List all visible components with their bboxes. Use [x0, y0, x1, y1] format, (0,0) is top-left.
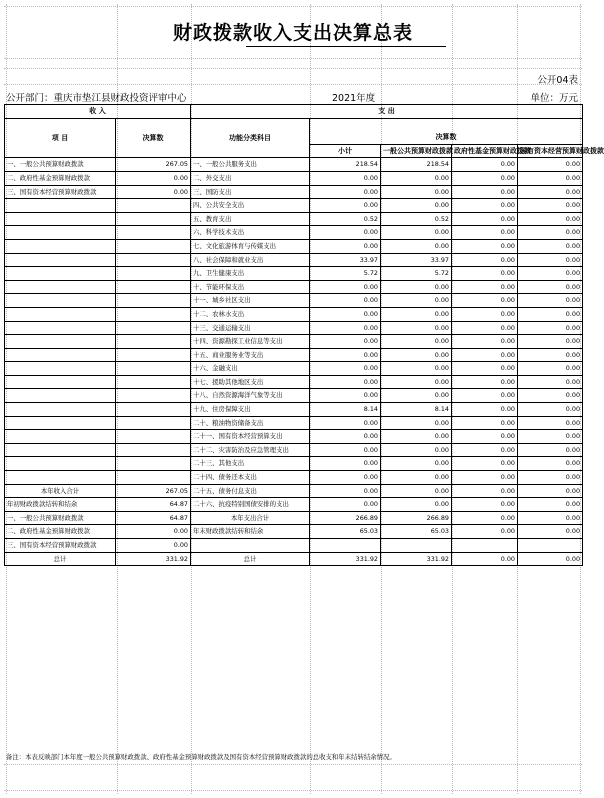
right-item-cell: [191, 539, 310, 553]
gov-fund-cell: 0.00: [452, 321, 518, 335]
state-capital-cell: 0.00: [518, 158, 583, 172]
gov-fund-cell: 0.00: [452, 362, 518, 376]
gov-fund-cell: 0.00: [452, 389, 518, 403]
table-row: [5, 253, 583, 267]
right-item-cell: 十、节能环保支出: [191, 280, 310, 294]
left-item-cell: [5, 294, 116, 308]
left-amount-cell: [116, 403, 191, 417]
sheet-gridline: [4, 764, 582, 765]
general-budget-cell: 65.03: [381, 525, 452, 539]
right-item-cell: 年末财政拨款结转和结余: [191, 525, 310, 539]
state-capital-cell: 0.00: [518, 280, 583, 294]
general-budget-cell: 0.00: [381, 484, 452, 498]
state-capital-cell: 0.00: [518, 199, 583, 213]
form-code: 公开04表: [537, 75, 578, 86]
left-item-cell: [5, 348, 116, 362]
gov-fund-cell: 0.00: [452, 335, 518, 349]
state-capital-cell: 0.00: [518, 416, 583, 430]
right-item-cell: 七、文化旅游体育与传媒支出: [191, 239, 310, 253]
gov-fund-cell: 0.00: [452, 239, 518, 253]
left-amount-cell: 0.00: [116, 185, 191, 199]
left-amount-cell: [116, 294, 191, 308]
subtotal-cell: 0.00: [310, 294, 381, 308]
left-item-cell: [5, 335, 116, 349]
department-label: 公开部门：重庆市垫江县财政投资评审中心: [6, 93, 187, 104]
report-title: 财政拨款收入支出决算总表: [172, 22, 413, 44]
table-row: [5, 457, 583, 471]
left-item-cell: 二、政府性基金预算财政拨款: [5, 525, 116, 539]
sheet-gridline: [4, 68, 582, 69]
table-row: [5, 416, 583, 430]
right-item-cell: 一、一般公共服务支出: [191, 158, 310, 172]
table-row: [5, 511, 583, 525]
state-capital-header: 国有资本经营预算财政拨款: [518, 144, 583, 158]
table-row: [5, 212, 583, 226]
left-amount-cell: [116, 212, 191, 226]
state-capital-cell: 0.00: [518, 430, 583, 444]
general-budget-cell: 0.00: [381, 362, 452, 376]
general-budget-cell: 5.72: [381, 267, 452, 281]
general-budget-cell: 0.00: [381, 443, 452, 457]
left-item-cell: [5, 457, 116, 471]
left-item-cell: 一、一般公共预算财政拨款: [5, 511, 116, 525]
left-item-cell: 年初财政拨款结转和结余: [5, 498, 116, 512]
subtotal-cell: 0.00: [310, 484, 381, 498]
left-item-cell: [5, 389, 116, 403]
left-amount-cell: [116, 457, 191, 471]
table-row: [5, 375, 583, 389]
table-row: [5, 267, 583, 281]
gov-fund-cell: 0.00: [452, 416, 518, 430]
gov-fund-cell: 0.00: [452, 471, 518, 485]
expense-header: 支 出: [191, 105, 583, 119]
general-budget-cell: 0.52: [381, 212, 452, 226]
state-capital-cell: 0.00: [518, 307, 583, 321]
left-item-cell: [5, 267, 116, 281]
left-amount-cell: [116, 362, 191, 376]
state-capital-cell: 0.00: [518, 239, 583, 253]
right-item-cell: 十七、援助其他地区支出: [191, 375, 310, 389]
general-budget-cell: 8.14: [381, 403, 452, 417]
left-item-cell: [5, 199, 116, 213]
gov-fund-cell: 0.00: [452, 403, 518, 417]
table-body: [5, 158, 583, 566]
general-budget-cell: 0.00: [381, 375, 452, 389]
subtotal-cell: 0.00: [310, 362, 381, 376]
left-item-cell: [5, 362, 116, 376]
general-budget-cell: 0.00: [381, 239, 452, 253]
right-item-cell: 十九、住房保障支出: [191, 403, 310, 417]
state-capital-cell: 0.00: [518, 362, 583, 376]
subtotal-cell: 0.00: [310, 171, 381, 185]
table-row: [5, 362, 583, 376]
general-budget-cell: 0.00: [381, 335, 452, 349]
left-amount-cell: [116, 335, 191, 349]
state-capital-cell: 0.00: [518, 552, 583, 566]
left-amount-cell: [116, 430, 191, 444]
item-header: 项 目: [5, 118, 116, 158]
state-capital-cell: 0.00: [518, 267, 583, 281]
general-budget-cell: 0.00: [381, 416, 452, 430]
left-amount-cell: [116, 239, 191, 253]
left-amount-cell: 331.92: [116, 552, 191, 566]
gov-fund-header: 政府性基金预算财政拨款: [452, 144, 518, 158]
title-underline: [246, 46, 446, 47]
right-item-cell: 二十、粮油物资储备支出: [191, 416, 310, 430]
gov-fund-cell: 0.00: [452, 294, 518, 308]
state-capital-cell: 0.00: [518, 471, 583, 485]
subtotal-cell: 0.00: [310, 226, 381, 240]
table-row: [5, 280, 583, 294]
state-capital-cell: 0.00: [518, 212, 583, 226]
sheet-gridline: [4, 6, 582, 7]
subtotal-cell: 0.00: [310, 348, 381, 362]
state-capital-cell: 0.00: [518, 443, 583, 457]
right-item-cell: 二十一、国有资本经营预算支出: [191, 430, 310, 444]
subtotal-cell: 8.14: [310, 403, 381, 417]
left-amount-cell: [116, 307, 191, 321]
gov-fund-cell: 0.00: [452, 267, 518, 281]
settled-header-blank: [310, 118, 583, 131]
left-amount-cell: [116, 226, 191, 240]
table-row: [5, 171, 583, 185]
table-row: [5, 471, 583, 485]
left-amount-cell: 267.05: [116, 158, 191, 172]
state-capital-cell: 0.00: [518, 457, 583, 471]
left-item-cell: [5, 416, 116, 430]
gov-fund-cell: 0.00: [452, 212, 518, 226]
left-item-cell: [5, 375, 116, 389]
left-amount-cell: [116, 267, 191, 281]
right-item-cell: 六、科学技术支出: [191, 226, 310, 240]
right-item-cell: 二十二、灾害防治及应急管理支出: [191, 443, 310, 457]
general-budget-cell: 0.00: [381, 280, 452, 294]
subtotal-cell: 266.89: [310, 511, 381, 525]
left-item-cell: [5, 430, 116, 444]
footnote: 备注：本表反映部门本年度一般公共预算财政拨款、政府性基金预算财政拨款及国有资本经营预算财政拨款的总收支和年末结转结余情况。: [6, 753, 396, 761]
settled-header: 决算数: [310, 131, 583, 144]
right-item-cell: 十二、农林水支出: [191, 307, 310, 321]
table-row: [5, 498, 583, 512]
subtotal-cell: 0.00: [310, 239, 381, 253]
left-amount-cell: [116, 321, 191, 335]
general-budget-cell: 0.00: [381, 457, 452, 471]
general-budget-cell: 0.00: [381, 430, 452, 444]
right-item-cell: 十五、商业服务业等支出: [191, 348, 310, 362]
right-item-cell: 二十三、其他支出: [191, 457, 310, 471]
subtotal-cell: 0.00: [310, 335, 381, 349]
subtotal-cell: 33.97: [310, 253, 381, 267]
state-capital-cell: 0.00: [518, 525, 583, 539]
table-row: [5, 389, 583, 403]
left-item-cell: [5, 280, 116, 294]
right-item-cell: 八、社会保障和就业支出: [191, 253, 310, 267]
table-row: [5, 226, 583, 240]
left-amount-cell: 64.87: [116, 498, 191, 512]
gov-fund-cell: 0.00: [452, 498, 518, 512]
right-item-cell: 二、外交支出: [191, 171, 310, 185]
gov-fund-cell: 0.00: [452, 511, 518, 525]
left-item-cell: [5, 253, 116, 267]
left-amount-cell: [116, 443, 191, 457]
table-row: [5, 484, 583, 498]
left-amount-cell: [116, 253, 191, 267]
table-row: [5, 199, 583, 213]
left-amount-cell: [116, 375, 191, 389]
subtotal-cell: 0.00: [310, 430, 381, 444]
right-item-cell: 十三、交通运输支出: [191, 321, 310, 335]
left-amount-cell: 0.00: [116, 525, 191, 539]
table-row: [5, 307, 583, 321]
gov-fund-cell: 0.00: [452, 484, 518, 498]
table-row: [5, 539, 583, 553]
left-item-cell: 本年收入合计: [5, 484, 116, 498]
year-label: 2021年度: [332, 93, 376, 104]
right-item-cell: 二十五、债务付息支出: [191, 484, 310, 498]
state-capital-cell: 0.00: [518, 511, 583, 525]
subtotal-cell: 331.92: [310, 552, 381, 566]
left-item-cell: [5, 321, 116, 335]
right-item-cell: 本年支出合计: [191, 511, 310, 525]
left-item-cell: [5, 443, 116, 457]
subtotal-cell: 0.00: [310, 457, 381, 471]
subtotal-cell: 0.00: [310, 498, 381, 512]
gov-fund-cell: 0.00: [452, 457, 518, 471]
right-item-cell: 十八、自然资源海洋气象等支出: [191, 389, 310, 403]
subtotal-cell: 0.00: [310, 280, 381, 294]
subtotal-cell: 0.52: [310, 212, 381, 226]
gov-fund-cell: 0.00: [452, 171, 518, 185]
general-budget-cell: 0.00: [381, 199, 452, 213]
table-row: [5, 158, 583, 172]
left-amount-cell: [116, 416, 191, 430]
gov-fund-cell: 0.00: [452, 375, 518, 389]
general-budget-cell: 0.00: [381, 389, 452, 403]
state-capital-cell: 0.00: [518, 321, 583, 335]
sheet-gridline: [4, 790, 582, 791]
subtotal-cell: [310, 539, 381, 553]
state-capital-cell: 0.00: [518, 294, 583, 308]
sheet-gridline: [4, 84, 582, 85]
left-item-cell: 二、政府性基金预算财政拨款: [5, 171, 116, 185]
left-item-cell: [5, 212, 116, 226]
state-capital-cell: 0.00: [518, 335, 583, 349]
general-budget-cell: 0.00: [381, 171, 452, 185]
left-item-cell: 一、一般公共预算财政拨款: [5, 158, 116, 172]
state-capital-cell: 0.00: [518, 253, 583, 267]
table-row: [5, 239, 583, 253]
table-row: [5, 294, 583, 308]
subtotal-cell: 218.54: [310, 158, 381, 172]
gov-fund-cell: 0.00: [452, 430, 518, 444]
state-capital-cell: [518, 539, 583, 553]
right-item-cell: 十一、城乡社区支出: [191, 294, 310, 308]
state-capital-cell: 0.00: [518, 389, 583, 403]
left-item-cell: [5, 226, 116, 240]
unit-label: 单位：万元: [530, 93, 578, 104]
general-budget-cell: 0.00: [381, 226, 452, 240]
subtotal-header: 小计: [310, 144, 381, 158]
gov-fund-cell: 0.00: [452, 226, 518, 240]
left-amount-cell: [116, 348, 191, 362]
gov-fund-cell: 0.00: [452, 525, 518, 539]
left-item-cell: 三、国有资本经营预算财政拨款: [5, 185, 116, 199]
left-amount-cell: 0.00: [116, 171, 191, 185]
amount-header: 决算数: [116, 118, 191, 158]
table-row: [5, 443, 583, 457]
state-capital-cell: 0.00: [518, 498, 583, 512]
table-row: [5, 335, 583, 349]
gov-fund-cell: 0.00: [452, 443, 518, 457]
table-row: [5, 403, 583, 417]
subtotal-cell: 0.00: [310, 199, 381, 213]
subtotal-cell: 0.00: [310, 389, 381, 403]
subtotal-cell: 0.00: [310, 307, 381, 321]
general-budget-header: 一般公共预算财政拨款: [381, 144, 452, 158]
right-item-cell: 十四、资源勘探工业信息等支出: [191, 335, 310, 349]
left-item-cell: [5, 307, 116, 321]
right-item-cell: 四、公共安全支出: [191, 199, 310, 213]
left-amount-cell: [116, 199, 191, 213]
table-row: [5, 348, 583, 362]
subtotal-cell: 0.00: [310, 375, 381, 389]
gov-fund-cell: 0.00: [452, 199, 518, 213]
gov-fund-cell: 0.00: [452, 253, 518, 267]
gov-fund-cell: 0.00: [452, 185, 518, 199]
left-item-cell: [5, 239, 116, 253]
right-item-cell: 十六、金融支出: [191, 362, 310, 376]
subtotal-cell: 0.00: [310, 471, 381, 485]
general-budget-cell: 331.92: [381, 552, 452, 566]
state-capital-cell: 0.00: [518, 226, 583, 240]
left-item-cell: [5, 471, 116, 485]
left-amount-cell: [116, 280, 191, 294]
general-budget-cell: [381, 539, 452, 553]
state-capital-cell: 0.00: [518, 403, 583, 417]
subtotal-cell: 0.00: [310, 185, 381, 199]
subtotal-cell: 0.00: [310, 416, 381, 430]
func-item-header: 功能分类科目: [191, 118, 310, 158]
left-amount-cell: 64.87: [116, 511, 191, 525]
left-amount-cell: 0.00: [116, 539, 191, 553]
gov-fund-cell: 0.00: [452, 348, 518, 362]
general-budget-cell: 218.54: [381, 158, 452, 172]
left-amount-cell: [116, 389, 191, 403]
state-capital-cell: 0.00: [518, 348, 583, 362]
gov-fund-cell: 0.00: [452, 552, 518, 566]
left-item-cell: 三、国有资本经营预算财政拨款: [5, 539, 116, 553]
general-budget-cell: 33.97: [381, 253, 452, 267]
gov-fund-cell: [452, 539, 518, 553]
left-amount-cell: 267.05: [116, 484, 191, 498]
subtotal-cell: 5.72: [310, 267, 381, 281]
general-budget-cell: 266.89: [381, 511, 452, 525]
right-item-cell: 总计: [191, 552, 310, 566]
subtotal-cell: 0.00: [310, 321, 381, 335]
gov-fund-cell: 0.00: [452, 280, 518, 294]
general-budget-cell: 0.00: [381, 307, 452, 321]
table-row: [5, 525, 583, 539]
table-row: [5, 552, 583, 566]
left-amount-cell: [116, 471, 191, 485]
subtotal-cell: 65.03: [310, 525, 381, 539]
general-budget-cell: 0.00: [381, 294, 452, 308]
state-capital-cell: 0.00: [518, 375, 583, 389]
right-item-cell: 三、国防支出: [191, 185, 310, 199]
right-item-cell: 九、卫生健康支出: [191, 267, 310, 281]
left-item-cell: [5, 403, 116, 417]
left-item-cell: 总计: [5, 552, 116, 566]
gov-fund-cell: 0.00: [452, 307, 518, 321]
subtotal-cell: 0.00: [310, 443, 381, 457]
summary-table: [4, 104, 604, 566]
gov-fund-cell: 0.00: [452, 158, 518, 172]
sheet-gridline: [4, 58, 582, 59]
right-item-cell: 二十四、债务还本支出: [191, 471, 310, 485]
state-capital-cell: 0.00: [518, 171, 583, 185]
right-item-cell: 二十六、抗疫特别国债安排的支出: [191, 498, 310, 512]
general-budget-cell: 0.00: [381, 498, 452, 512]
general-budget-cell: 0.00: [381, 471, 452, 485]
general-budget-cell: 0.00: [381, 348, 452, 362]
state-capital-cell: 0.00: [518, 484, 583, 498]
income-header: 收 入: [5, 105, 191, 119]
table-row: [5, 321, 583, 335]
table-row: [5, 185, 583, 199]
general-budget-cell: 0.00: [381, 321, 452, 335]
table-row: [5, 430, 583, 444]
state-capital-cell: 0.00: [518, 185, 583, 199]
right-item-cell: 五、教育支出: [191, 212, 310, 226]
general-budget-cell: 0.00: [381, 185, 452, 199]
